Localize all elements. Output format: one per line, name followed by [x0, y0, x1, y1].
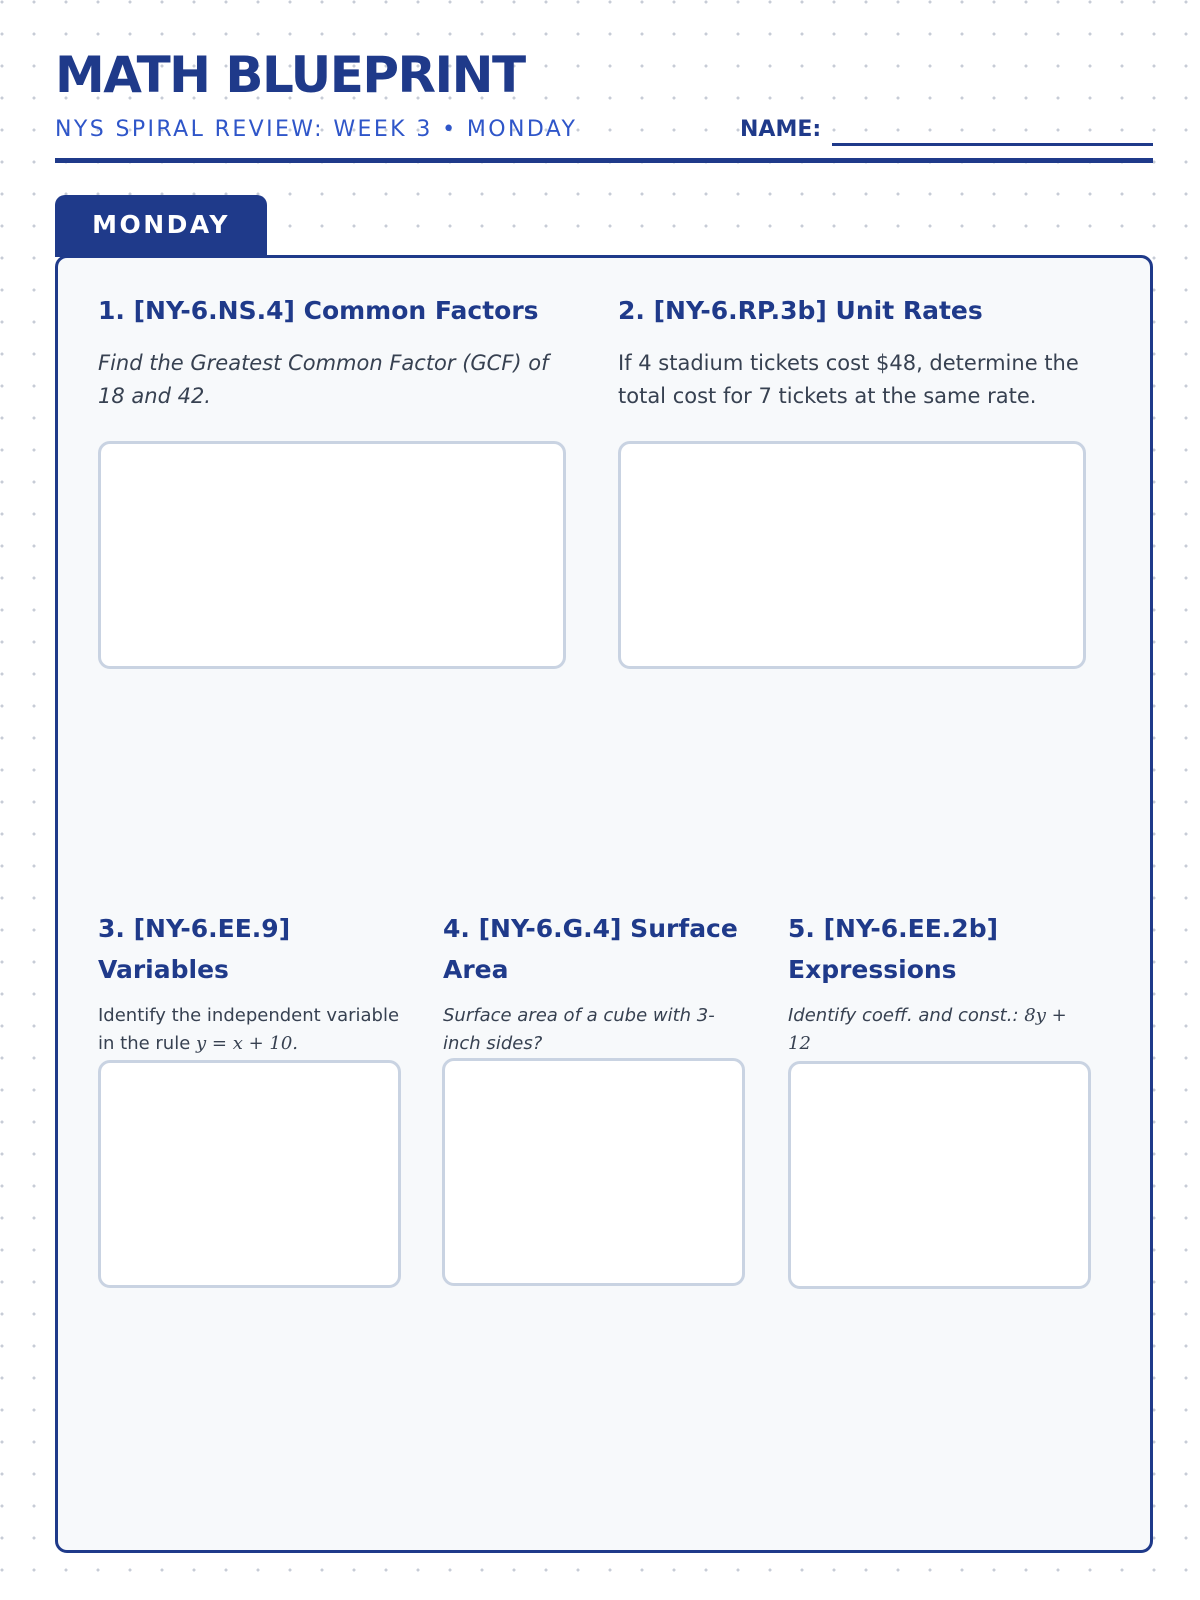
header-divider — [55, 158, 1153, 163]
question-prompt-text: Identify coeff. and const.: — [788, 1005, 1025, 1026]
question-prompt-text: Identify the independent variable in the rule — [98, 1005, 400, 1054]
question-2 — [618, 290, 1098, 413]
question-prompt — [788, 1002, 1093, 1058]
question-title: 2. [NY-6.RP.3b] Unit Rates — [618, 296, 983, 325]
worksheet-header — [55, 46, 1153, 142]
questions-panel — [55, 255, 1153, 1553]
question-prompt: Surface area of a cube with 3-inch sides? — [443, 1005, 715, 1054]
question-title: 3. [NY-6.EE.9] Variables — [98, 914, 291, 984]
question-3 — [98, 908, 403, 1058]
question-5 — [788, 908, 1093, 1058]
answer-box-1[interactable] — [98, 441, 566, 669]
math-expression: 8y + 12 — [788, 1005, 1067, 1054]
question-title: 5. [NY-6.EE.2b] Expressions — [788, 914, 999, 984]
question-title: 4. [NY-6.G.4] Surface Area — [443, 914, 738, 984]
math-expression: y = x + 10. — [196, 1033, 298, 1054]
question-1 — [98, 290, 573, 413]
worksheet-title: MATH BLUEPRINT — [55, 46, 525, 104]
day-tab: MONDAY — [55, 195, 267, 257]
question-prompt: Find the Greatest Common Factor (GCF) of 18 and 42. — [98, 351, 549, 408]
name-label: NAME: — [740, 117, 822, 142]
answer-box-3[interactable] — [98, 1060, 401, 1288]
answer-box-2[interactable] — [618, 441, 1086, 669]
question-prompt: If 4 stadium tickets cost $48, determine the total cost for 7 tickets at the same rate. — [618, 351, 1079, 408]
name-field[interactable] — [832, 143, 1153, 146]
worksheet-subtitle: NYS SPIRAL REVIEW: WEEK 3 • MONDAY — [55, 117, 578, 142]
question-title: 1. [NY-6.NS.4] Common Factors — [98, 296, 539, 325]
question-prompt — [98, 1002, 403, 1058]
question-4 — [443, 908, 748, 1058]
answer-box-5[interactable] — [788, 1061, 1091, 1289]
answer-box-4[interactable] — [442, 1058, 745, 1286]
